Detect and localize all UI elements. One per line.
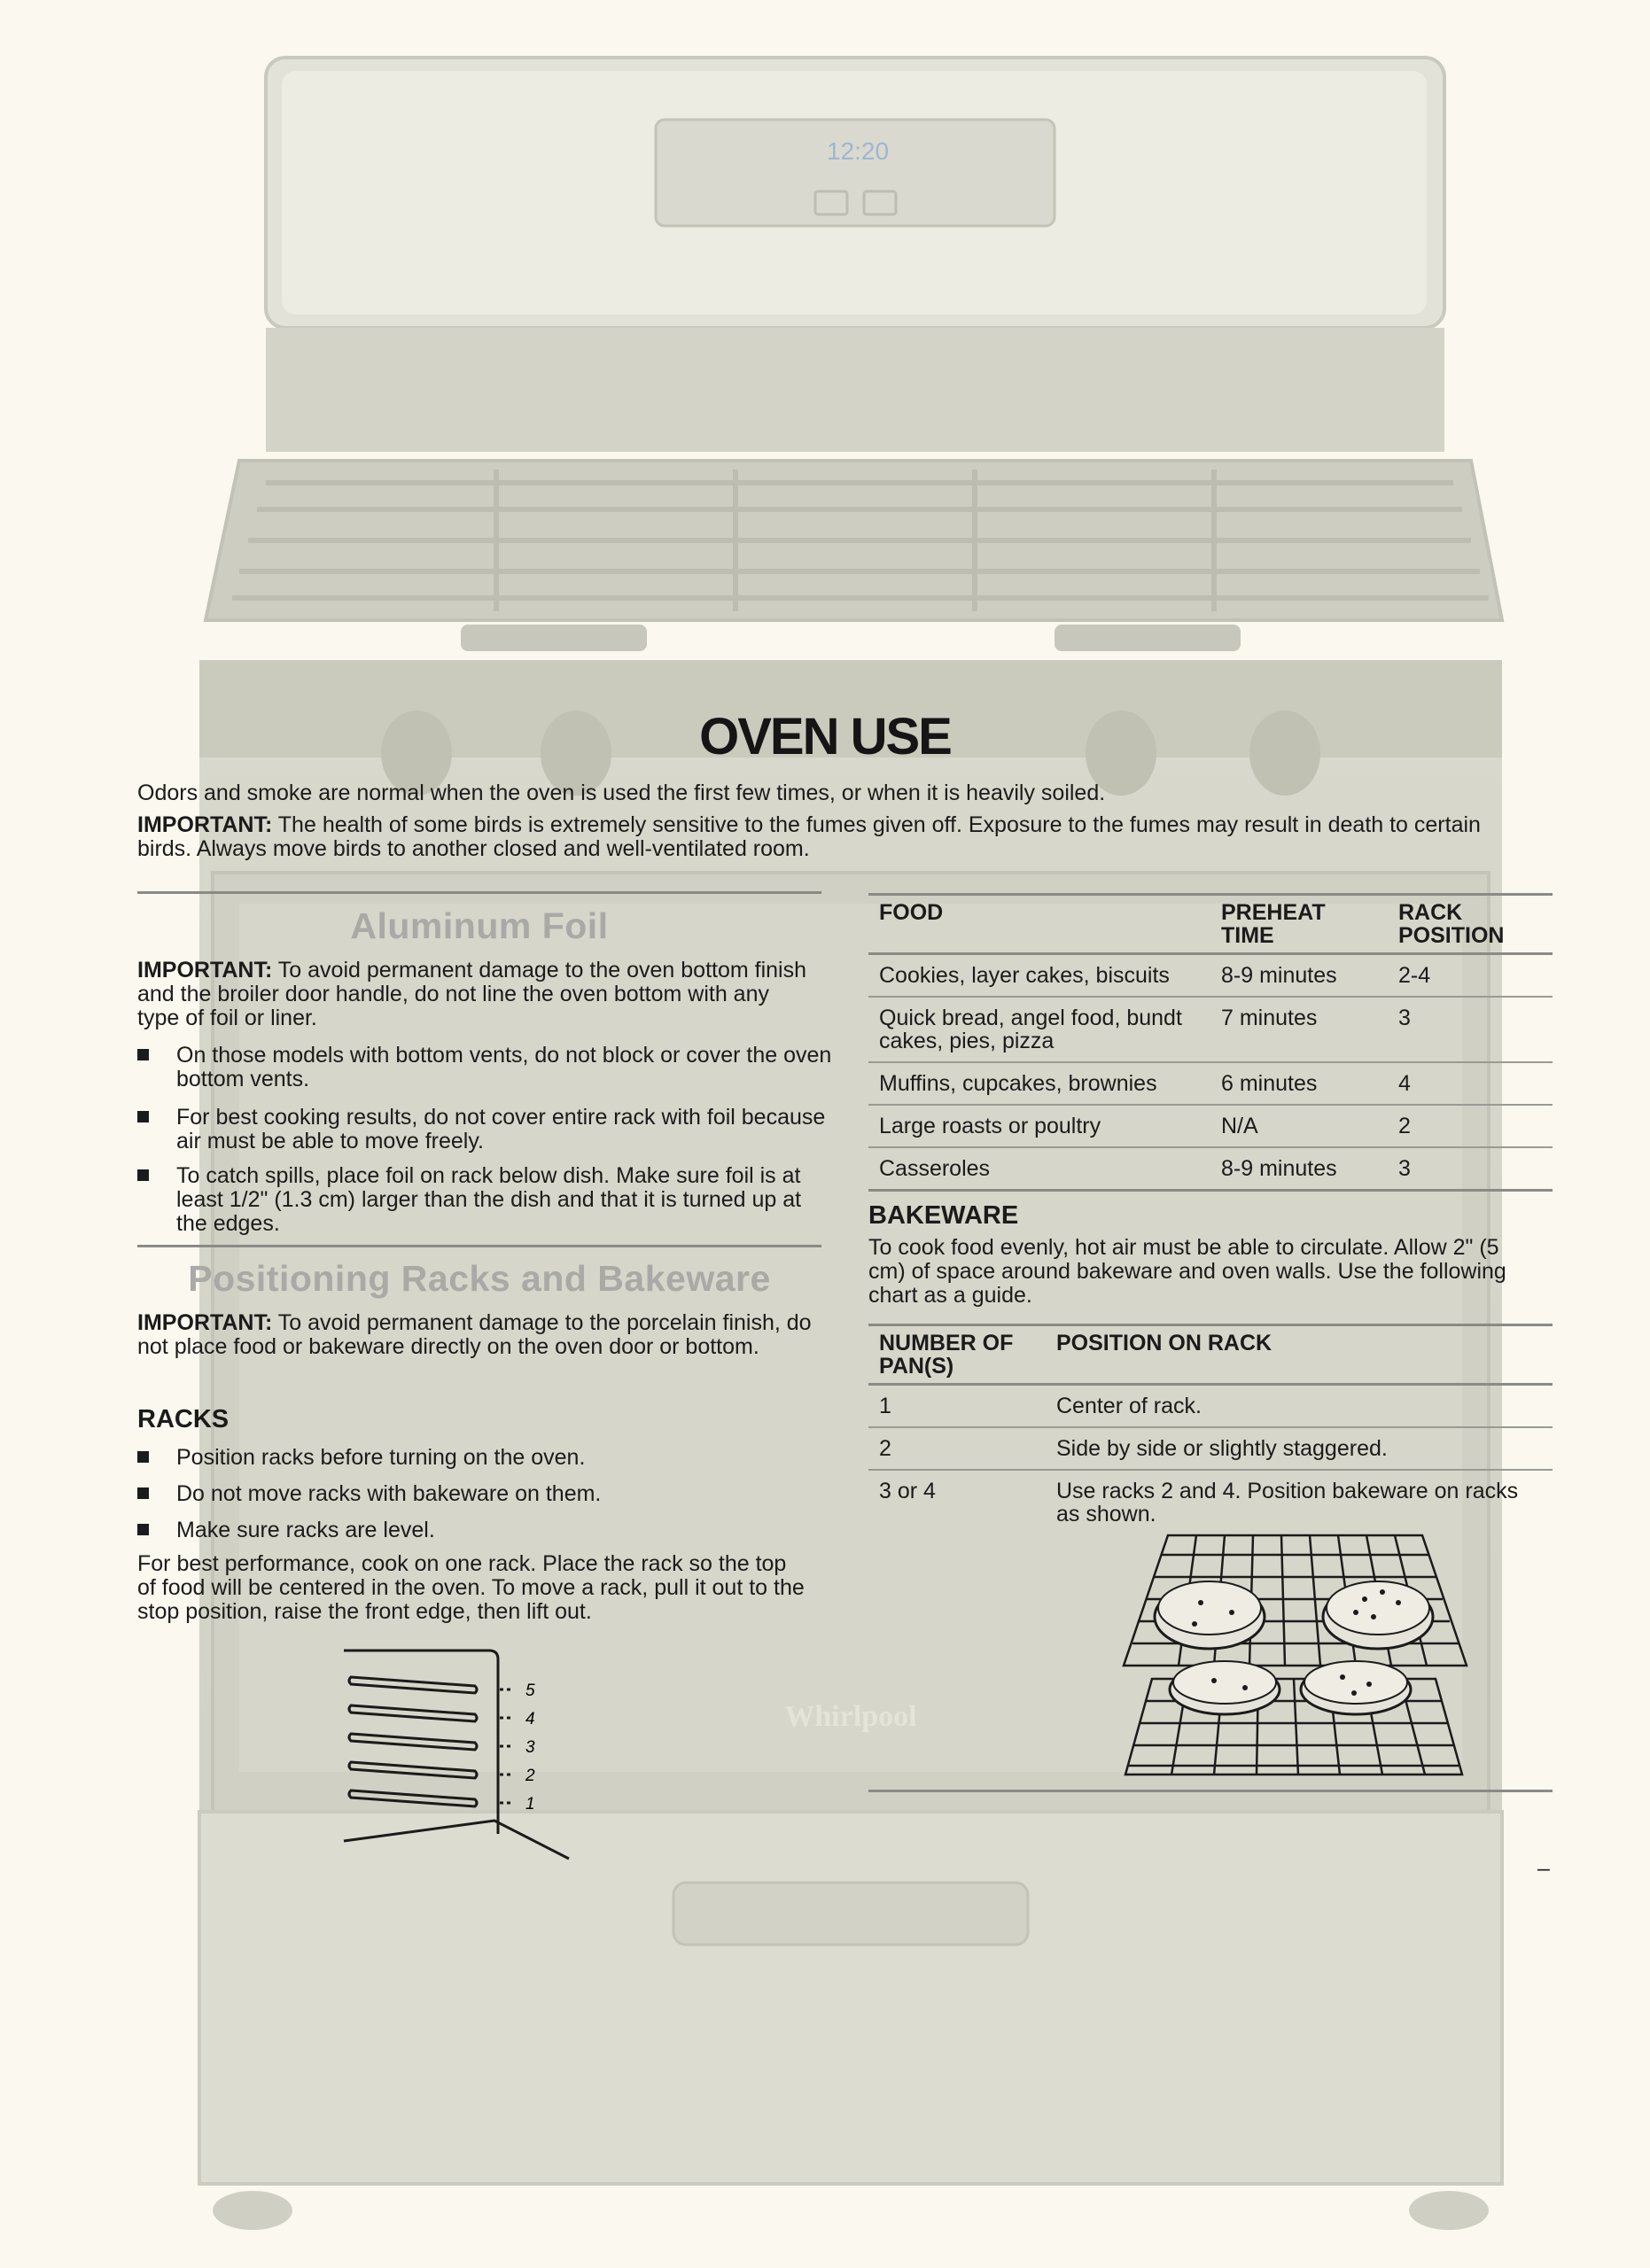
- table-cell: 3: [1388, 1147, 1553, 1191]
- list-item-text: Make sure racks are level.: [176, 1518, 435, 1542]
- list-item-text: To catch spills, place foil on rack below dish. Make sure foil is at least 1/2" (1.3 cm) larger than the dish and that it is turned up at the edges.: [176, 1163, 802, 1236]
- page-title: OVEN USE: [699, 708, 951, 765]
- divider: [137, 891, 821, 894]
- table-row: [868, 1062, 1553, 1105]
- aluminum-foil-heading: Aluminum Foil: [350, 905, 609, 946]
- bakeware-table: [868, 1324, 1553, 1534]
- table-cell: 3: [1388, 997, 1553, 1062]
- table-header-row: [868, 1325, 1553, 1385]
- rack-positions-diagram: [337, 1643, 585, 1865]
- column-header: NUMBER OF PAN(S): [879, 1331, 1014, 1379]
- table-cell: 7 minutes: [1210, 997, 1388, 1062]
- birds-warning-text: The health of some birds is extremely sensitive to the fumes given off. Exposure to the fumes may result in death to certain birds. Always move birds to another closed and well-ventilated room.: [137, 812, 1481, 861]
- bakeware-racks-illustration: [1117, 1528, 1471, 1781]
- table-row: [868, 1385, 1553, 1428]
- rack-number-label: 4: [525, 1710, 535, 1728]
- list-item-text: Do not move racks with bakeware on them.: [176, 1481, 602, 1506]
- oven-clock-display: 12:20: [826, 137, 890, 165]
- divider: [868, 1790, 1553, 1792]
- column-header: FOOD: [879, 900, 944, 925]
- divider: [137, 1245, 821, 1247]
- table-row: [868, 1470, 1553, 1534]
- important-label: IMPORTANT:: [137, 812, 273, 837]
- column-header: RACK POSITION: [1398, 900, 1505, 948]
- table-cell: Casseroles: [868, 1147, 1210, 1191]
- table-cell: Muffins, cupcakes, brownies: [868, 1062, 1210, 1105]
- table-cell: 1: [868, 1385, 1046, 1428]
- rack-number-label: 2: [525, 1767, 535, 1785]
- positioning-racks-heading: Positioning Racks and Bakeware: [188, 1258, 771, 1299]
- table-row: [868, 1427, 1553, 1470]
- column-header: PREHEAT TIME: [1221, 900, 1326, 948]
- table-cell: Side by side or slightly staggered.: [1046, 1427, 1553, 1470]
- list-item-text: Position racks before turning on the oven.: [176, 1445, 586, 1470]
- table-cell: Cookies, layer cakes, biscuits: [868, 954, 1210, 998]
- table-cell: 6 minutes: [1210, 1062, 1388, 1105]
- table-cell: Use racks 2 and 4. Position bakeware on racks as shown.: [1046, 1470, 1553, 1534]
- table-cell: Quick bread, angel food, bundt cakes, pies, pizza: [868, 997, 1210, 1062]
- bullet-icon: [137, 1169, 149, 1181]
- important-label: IMPORTANT:: [137, 958, 273, 983]
- intro-text: Odors and smoke are normal when the oven is used the first few times, or when it is heavily soiled.: [137, 781, 1106, 805]
- list-item-text: For best cooking results, do not cover entire rack with foil because air must be able to move freely.: [176, 1105, 826, 1153]
- table-cell: N/A: [1210, 1105, 1388, 1147]
- important-label: IMPORTANT:: [137, 1310, 273, 1335]
- preheat-table: [868, 893, 1553, 1192]
- table-cell: 2-4: [1388, 954, 1553, 998]
- table-row: [868, 997, 1553, 1062]
- rack-number-label: 5: [525, 1682, 535, 1700]
- page-marker: –: [1537, 1856, 1550, 1881]
- table-header-row: [868, 895, 1553, 954]
- table-row: [868, 1147, 1553, 1191]
- bullet-icon: [137, 1524, 149, 1535]
- table-cell: 3 or 4: [868, 1470, 1046, 1534]
- table-cell: Center of rack.: [1046, 1385, 1553, 1428]
- table-cell: 4: [1388, 1062, 1553, 1105]
- birds-warning: [137, 813, 1520, 861]
- bullet-icon: [137, 1451, 149, 1463]
- table-cell: 2: [868, 1427, 1046, 1470]
- column-header: POSITION ON RACK: [1056, 1331, 1273, 1355]
- bakeware-heading: BAKEWARE: [868, 1201, 1019, 1230]
- bullet-icon: [137, 1487, 149, 1499]
- bullet-icon: [137, 1111, 149, 1122]
- racks-subheading: RACKS: [137, 1405, 230, 1433]
- racks-important-text: To avoid permanent damage to the porcelain finish, do not place food or bakeware directly on the oven door or bottom.: [137, 1310, 812, 1359]
- foil-important-text: To avoid permanent damage to the oven bottom finish and the broiler door handle, do not line the oven bottom with any type of foil or liner.: [137, 958, 806, 1030]
- list-item-text: On those models with bottom vents, do not block or cover the oven bottom vents.: [176, 1043, 832, 1091]
- table-row: [868, 1105, 1553, 1147]
- racks-important: [137, 1311, 820, 1359]
- rack-number-label: 1: [525, 1795, 535, 1814]
- table-cell: Large roasts or poultry: [868, 1105, 1210, 1147]
- foil-important: [137, 959, 811, 1030]
- table-cell: 8-9 minutes: [1210, 1147, 1388, 1191]
- table-row: [868, 954, 1553, 998]
- racks-paragraph: For best performance, cook on one rack. Place the rack so the top of food will be centered in the oven. To move a rack, pull it out to the stop position, raise the front edge, then lift out.: [137, 1551, 805, 1624]
- brand-logo: Whirlpool: [784, 1700, 917, 1733]
- bullet-icon: [137, 1049, 149, 1060]
- rack-number-label: 3: [525, 1738, 535, 1757]
- bakeware-text: To cook food evenly, hot air must be able to circulate. Allow 2" (5 cm) of space around bakeware and oven walls. Use the following chart as a guide.: [868, 1235, 1506, 1308]
- table-cell: 2: [1388, 1105, 1553, 1147]
- table-cell: 8-9 minutes: [1210, 954, 1388, 998]
